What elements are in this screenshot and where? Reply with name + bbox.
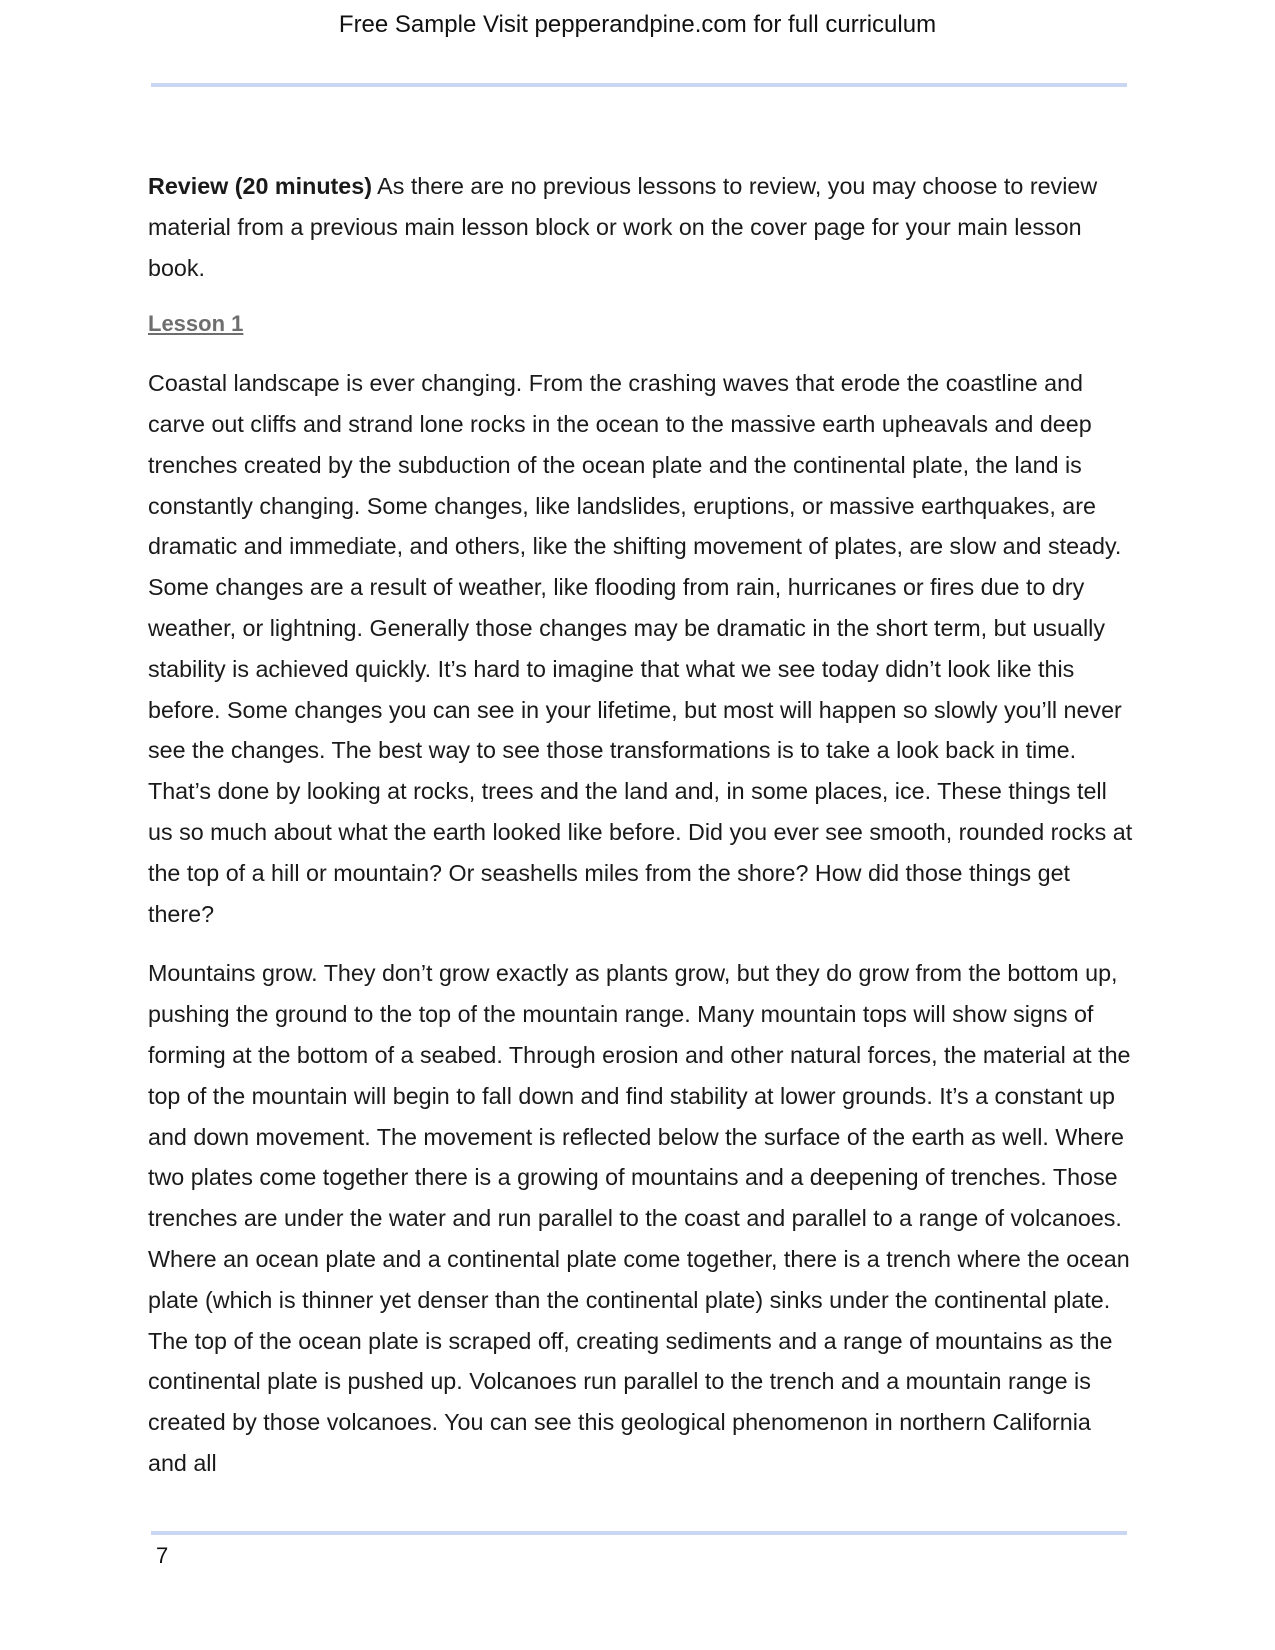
lesson-heading: Lesson 1	[148, 311, 244, 337]
body-paragraph: Coastal landscape is ever changing. From the crashing waves that erode the coastline and carve out cliffs and strand lone rocks in the ocean to the massive earth upheavals and deep trenches created by the subduction of the ocean plate and the continental plate, the land is constantly changing. Some changes, like landslides, eruptions, or massive earthquakes, are dramatic and immediate, and others, like the shifting movement of plates, are slow and steady. Some changes are a result of weather, like flooding from rain, hurricanes or fires due to dry weather, or lightning. Generally those changes may be dramatic in the short term, but usually stability is achieved quickly. It’s hard to imagine that what we see today didn’t look like this before. Some changes you can see in your lifetime, but most will happen so slowly you’ll never see the changes. The best way to see those transformations is to take a look back in time. That’s done by looking at rocks, trees and the land and, in some places, ice. These things tell us so much about what the earth looked like before. Did you ever see smooth, rounded rocks at the top of a hill or mountain? Or seashells miles from the shore? How did those things get there?	[148, 370, 1133, 927]
header-divider	[151, 83, 1127, 87]
review-text: As there are no previous lessons to review, you may choose to review material from a previous main lesson block or work on the cover page for your main lesson book.	[148, 173, 1098, 281]
review-label: Review (20 minutes)	[148, 173, 372, 199]
document-body	[148, 166, 1133, 1503]
footer-divider	[151, 1531, 1127, 1535]
page-number: 7	[156, 1543, 169, 1568]
body-paragraph: Mountains grow. They don’t grow exactly as plants grow, but they do grow from the bottom up, pushing the ground to the top of the mountain range. Many mountain tops will show signs of forming at the bottom of a seabed. Through erosion and other natural forces, the material at the top of the mountain will begin to fall down and find stability at lower grounds. It’s a constant up and down movement. The movement is reflected below the surface of the earth as well. Where two plates come together there is a growing of mountains and a deepening of trenches. Those trenches are under the water and run parallel to the coast and parallel to a range of volcanoes. Where an ocean plate and a continental plate come together, there is a trench where the ocean plate (which is thinner yet denser than the continental plate) sinks under the continental plate. The top of the ocean plate is scraped off, creating sediments and a range of mountains as the continental plate is pushed up. Volcanoes run parallel to the trench and a mountain range is created by those volcanoes. You can see this geological phenomenon in northern California and all	[148, 960, 1131, 1476]
review-paragraph	[148, 166, 1133, 288]
page-header: Free Sample Visit pepperandpine.com for full curriculum	[338, 11, 937, 38]
